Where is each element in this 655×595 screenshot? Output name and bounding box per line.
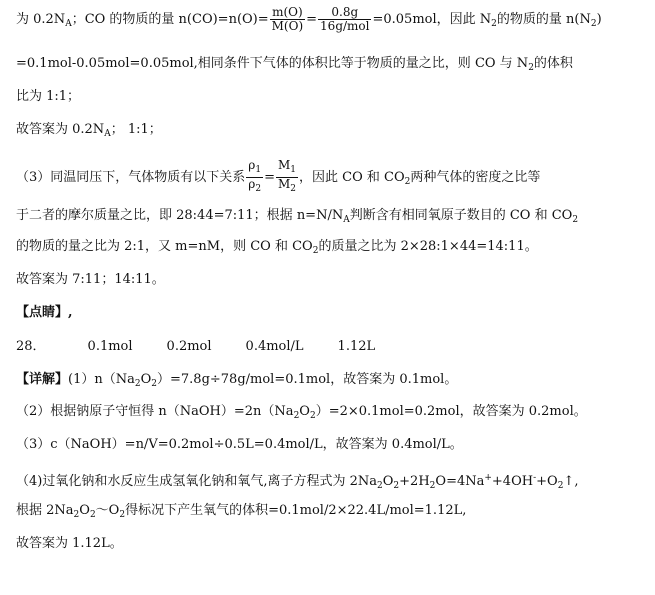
fraction-mass-over-molar-mass: $\frac{0.8g}{\text{16g/mol}}$ xyxy=(320,5,370,33)
text-line-15: 根据 $2Na_2O_2\sim O_2$得标况下产生氧气的体积=0.1mol/2×22.4L/mol=1.12L, xyxy=(16,503,467,520)
answer-2: 0.2mol xyxy=(166,339,212,354)
fraction-molar-mass-ratio: $\frac{M_1}{M_2}$ xyxy=(277,158,297,194)
text-line-4: 故答案为 $0.2N_A$； 1:1； xyxy=(16,122,162,139)
section-heading-comment: 【点睛】, xyxy=(16,305,73,320)
text-line-6: 于二者的摩尔质量之比，即 28:44=7:11；根据 $n=N/N_A$判断含有相同氧原子数目的 CO 和 $CO_2$ xyxy=(16,208,579,225)
text-line-1: 为 $0.2N_A$；CO 的物质的量 n(CO)=n(O)= $\frac{m(O)}{M(O)}$ = $\frac{0.8g}{\text{16g/mol}}$ =0.05mol，因此 $N_2$的物质的量 $n(N_2)$ xyxy=(16,5,602,33)
answer-1: 0.1mol xyxy=(87,339,133,354)
text-line-7: 的物质的量之比为 2:1，又 m=nM，则 CO 和 $CO_2$的质量之比为 2×28:1×44=14:11。 xyxy=(16,239,538,256)
text-line-14: （4)过氧化钠和水反应生成氢氧化钠和氧气,离子方程式为 $2Na_2O_2+2H_2O=4Na^++4OH^-+O_2↑$, xyxy=(16,473,579,491)
text-line-12: （2）根据钠原子守恒得 $n(NaOH)=2n(Na_2O_2)=2\times 0.1mol=0.2mol$，故答案为 0.2mol。 xyxy=(16,404,587,421)
text-line-5: （3）同温同压下，气体物质有以下关系 $\frac{\rho_1}{\rho_2}$ = $\frac{M_1}{M_2}$ ，因此 CO 和 $CO_2$两种气体的密度之比等 xyxy=(16,158,541,194)
text-line-2: =0.1mol-0.05mol=0.05mol,相同条件下气体的体积比等于物质的量之比，则 CO 与 $N_2$的体积 xyxy=(16,56,573,73)
text-line-11: 【详解】$(1)n(Na_2O_2)=7.8g\div 78g/mol=0.1mol$，故答案为 0.1mol。 xyxy=(16,372,458,389)
text-line-3: 比为 1:1； xyxy=(16,89,81,104)
text-line-8: 故答案为 7:11；14:11。 xyxy=(16,272,165,287)
answer-4: 1.12L xyxy=(337,339,376,354)
answer-row-28 xyxy=(16,338,375,356)
section-heading-detail: 【详解】 xyxy=(16,372,69,387)
fraction-density-ratio: $\frac{\rho_1}{\rho_2}$ xyxy=(248,158,262,194)
answer-3: 0.4mol/L xyxy=(245,339,304,354)
text-line-16: 故答案为 1.12L。 xyxy=(16,536,123,551)
question-number: 28． xyxy=(16,339,46,354)
fraction-m-over-M: $\frac{m(O)}{M(O)}$ xyxy=(271,5,304,33)
text-line-13: （3）c（NaOH）=n/V=0.2mol÷0.5L=0.4mol/L，故答案为 0.4mol/L。 xyxy=(16,437,463,452)
